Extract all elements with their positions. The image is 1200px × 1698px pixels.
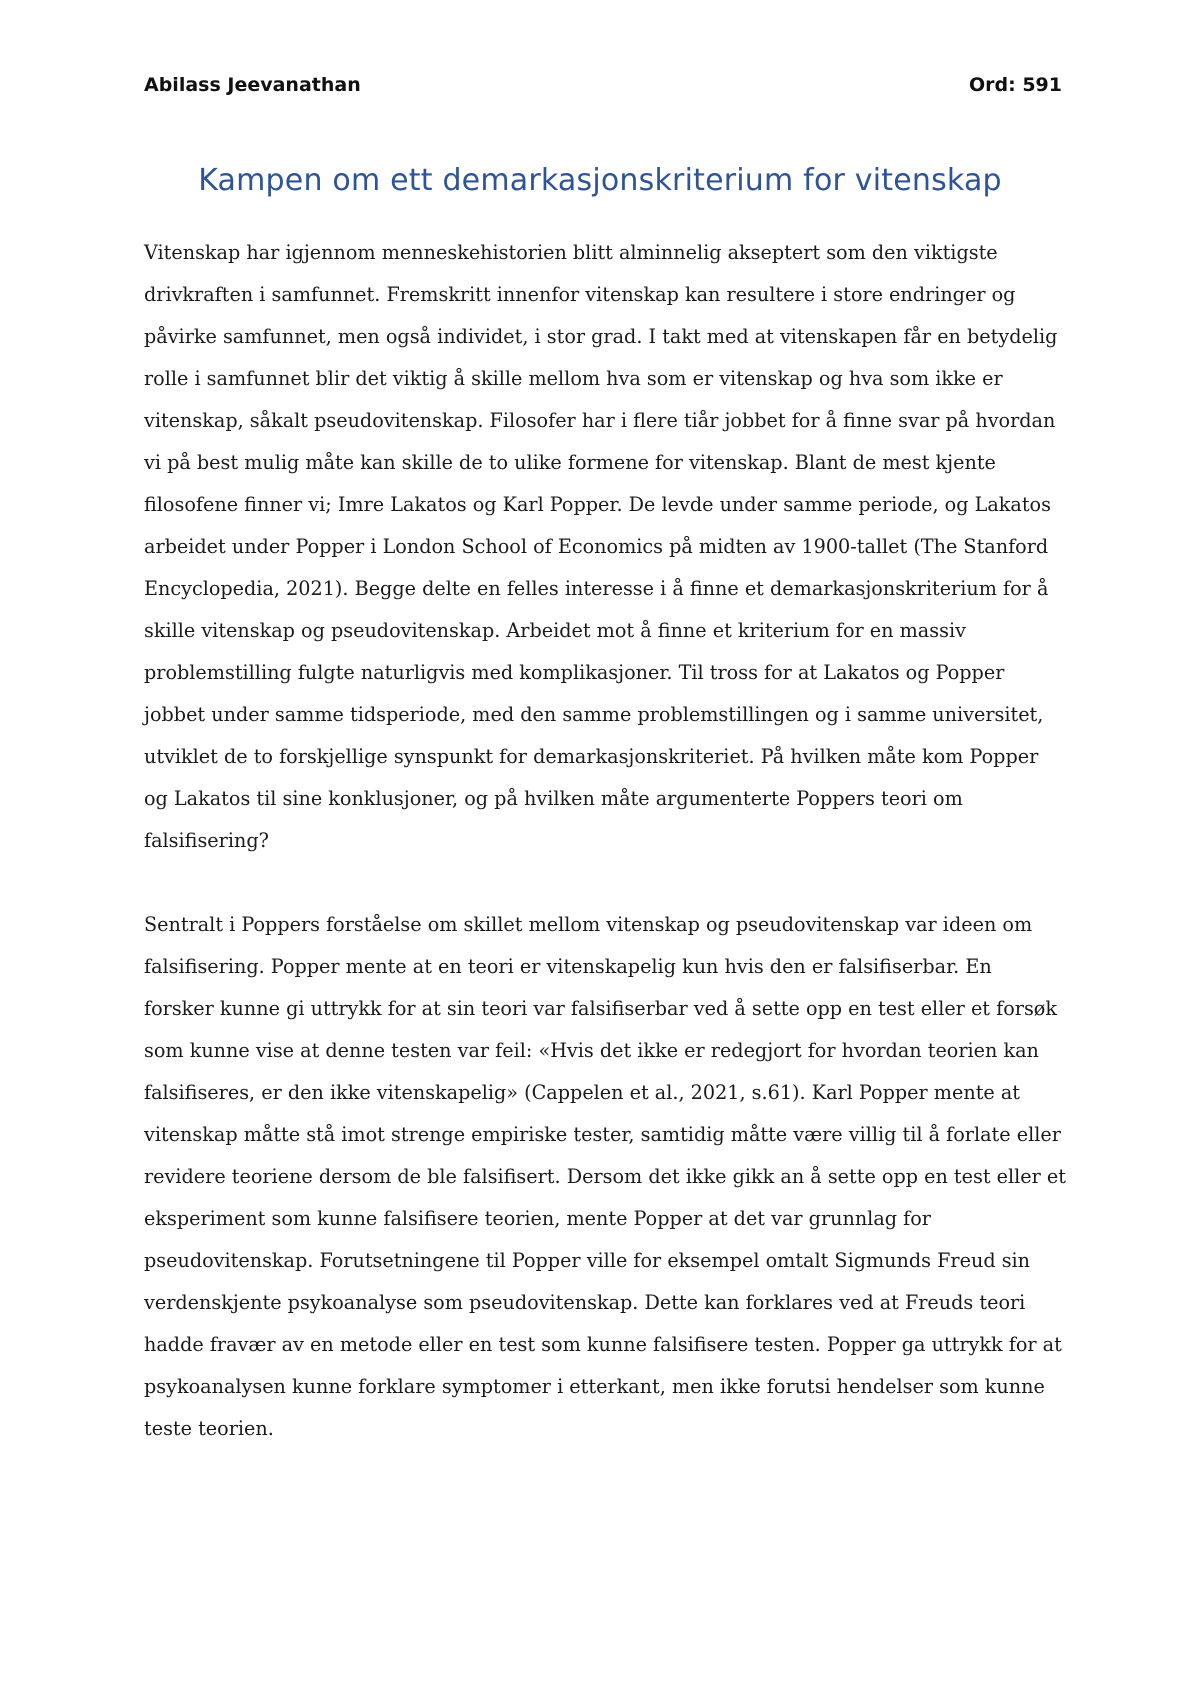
author-name: Abilass Jeevanathan — [144, 74, 361, 96]
word-count: Ord: 591 — [969, 74, 1062, 96]
paragraph-2: Sentralt i Poppers forståelse om skillet mellom vitenskap og pseudovitenskap var ideen om falsifisering. Popper mente at en teori er vitenskapelig kun hvis den er falsifiserbar. En forsker kunne gi uttrykk for at sin teori var falsifiserbar ved å sette opp en test eller et forsøk som kunne vise at denne testen var feil: «Hvis det ikke er redegjort for hvordan teorien kan falsifiseres, er den ikke vitenskapelig» (Cappelen et al., 2021, s.61). Karl Popper mente at vitenskap måtte stå imot strenge empiriske tester, samtidig måtte være villig til å forlate eller revidere teoriene dersom de ble falsifisert. Dersom det ikke gikk an å sette opp en test eller et eksperiment som kunne falsifisere teorien, mente Popper at det var grunnlag for pseudovitenskap. Forutsetningene til Popper ville for eksempel omtalt Sigmunds Freud sin verdenskjente psykoanalyse som pseudovitenskap. Dette kan forklares ved at Freuds teori hadde fravær av en metode eller en test som kunne falsifisere testen. Popper ga uttrykk for at psykoanalysen kunne forklare symptomer i etterkant, men ikke forutsi hendelser som kunne teste teorien. — [144, 913, 1066, 1440]
paragraph-1: Vitenskap har igjennom menneskehistorien blitt alminnelig akseptert som den viktigste drivkraften i samfunnet. Fremskritt innenfor vitenskap kan resultere i store endringer og påvirke samfunnet, men også individet, i stor grad. I takt med at vitenskapen får en betydelig rolle i samfunnet blir det viktig å skille mellom hva som er vitenskap og hva som ikke er vitenskap, såkalt pseudovitenskap. Filosofer har i flere tiår jobbet for å finne svar på hvordan vi på best mulig måte kan skille de to ulike formene for vitenskap. Blant de mest kjente filosofene finner vi; Imre Lakatos og Karl Popper. De levde under samme periode, og Lakatos arbeidet under Popper i London School of Economics på midten av 1900-tallet (The Stanford Encyclopedia, 2021). Begge delte en felles interesse i å finne et demarkasjonskriterium for å skille vitenskap og pseudovitenskap. Arbeidet mot å finne et kriterium for en massiv problemstilling fulgte naturligvis med komplikasjoner. Til tross for at Lakatos og Popper jobbet under samme tidsperiode, med den samme problemstillingen og i samme universitet, utviklet de to forskjellige synspunkt for demarkasjonskriteriet. På hvilken måte kom Popper og Lakatos til sine konklusjoner, og på hvilken måte argumenterte Poppers teori om falsifisering? — [144, 241, 1058, 852]
page-header — [144, 74, 1062, 96]
document-body — [144, 232, 1066, 1450]
document-title: Kampen om ett demarkasjonskriterium for vitenskap — [198, 163, 1002, 198]
